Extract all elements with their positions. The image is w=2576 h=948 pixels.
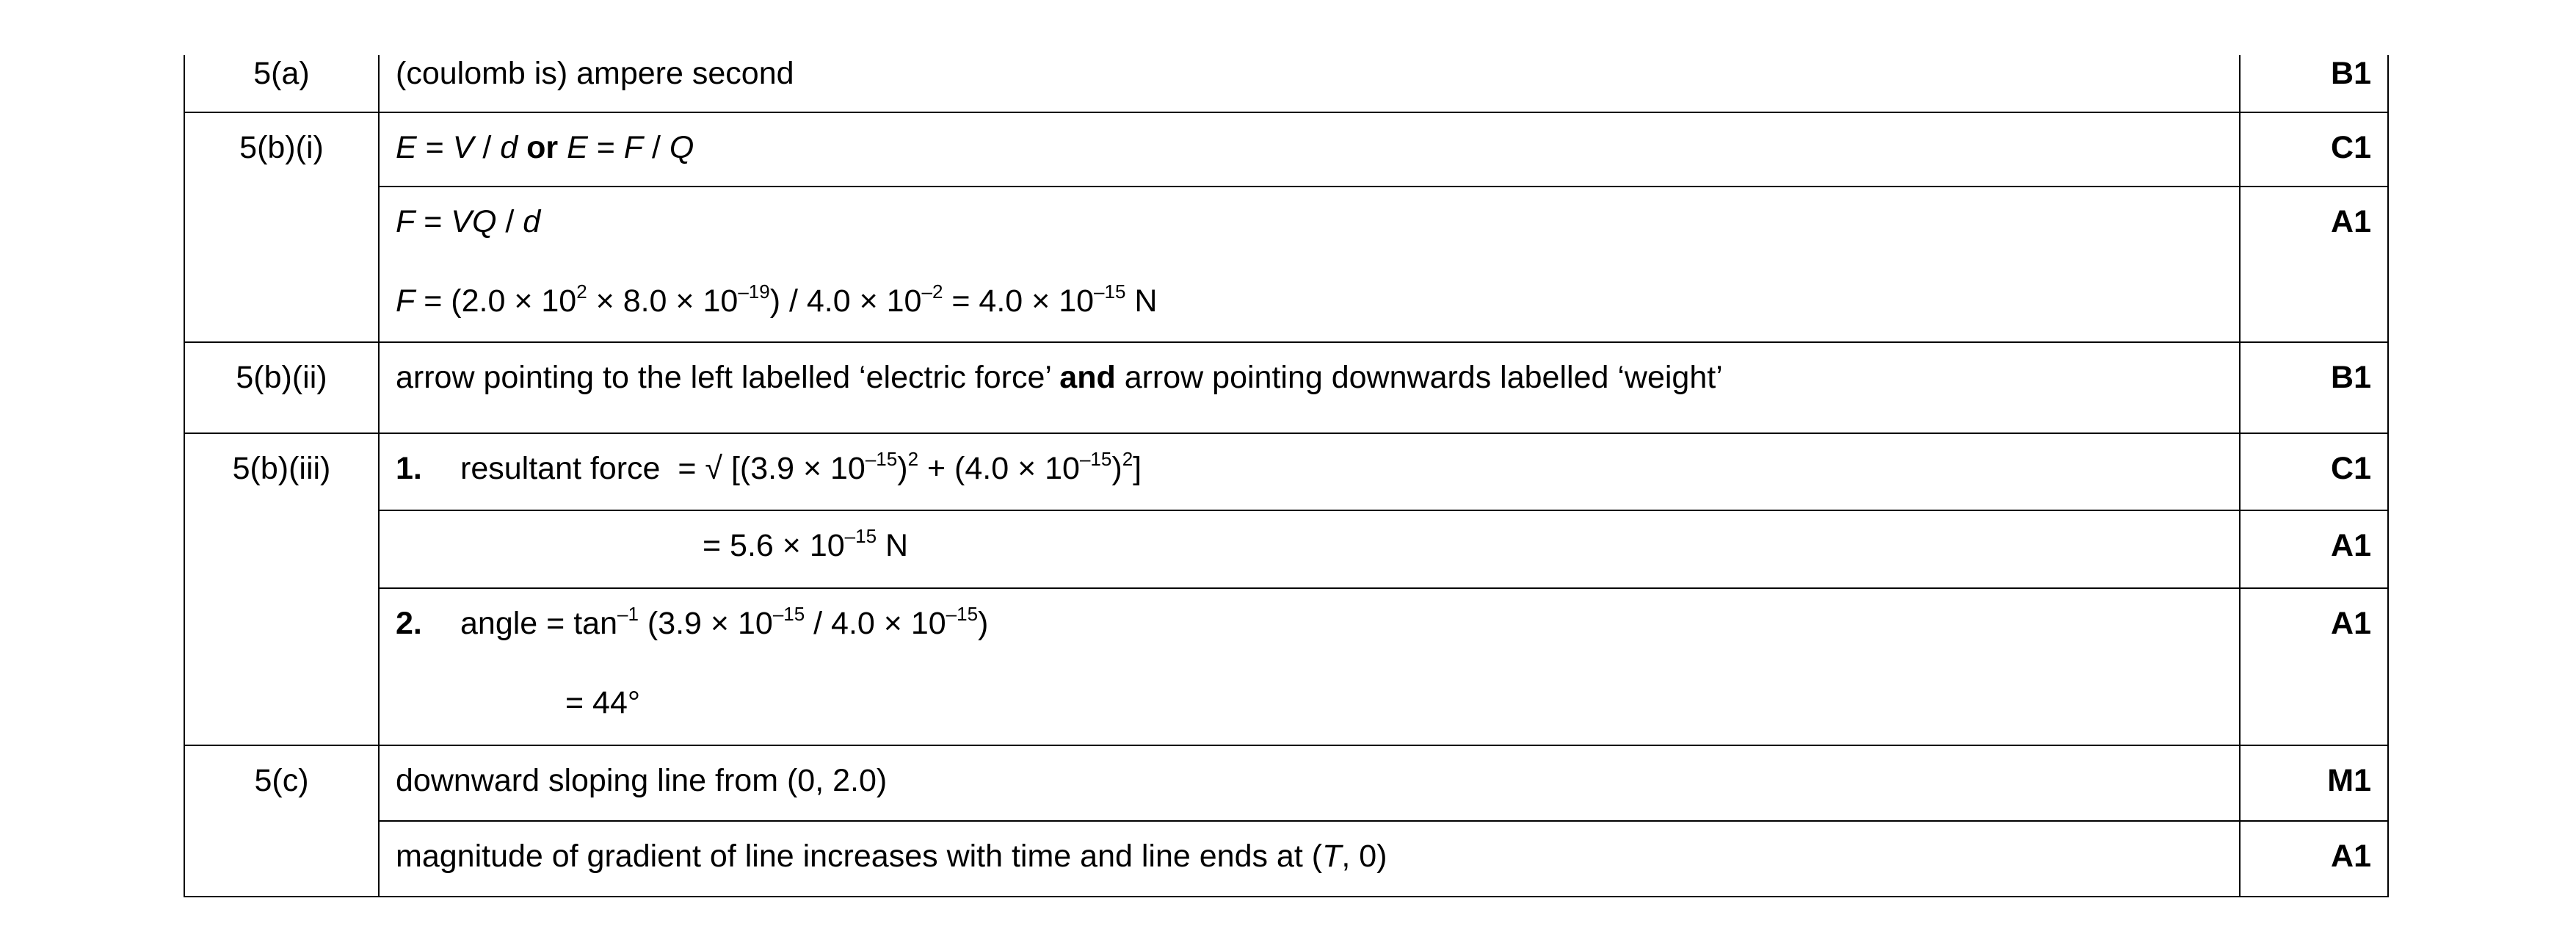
mark-scheme-table: [184, 55, 2389, 897]
answer-text-part: magnitude of gradient of line increases with time and line ends at (: [396, 839, 1323, 874]
answer-text: = 44°: [565, 684, 641, 720]
mark-label: A1: [2331, 839, 2371, 874]
mark-cell: [2240, 55, 2388, 112]
answer-cell: [379, 588, 2240, 745]
table-row: [184, 55, 2388, 112]
mark-label: A1: [2331, 528, 2371, 563]
answer-text: = $5.6 \times 10^{-15}$ N: [703, 525, 909, 563]
mark-label: A1: [2331, 204, 2371, 239]
question-label: 5(c): [254, 763, 309, 798]
answer-text: downward sloping line from (0, 2.0): [396, 763, 888, 798]
question-cell: [184, 745, 379, 897]
mark-cell: [2240, 821, 2388, 897]
answer-cell: [379, 342, 2240, 433]
answer-text: [380, 343, 2239, 397]
mark-label: A1: [2331, 606, 2371, 641]
answer-cell: [379, 187, 2240, 342]
question-label: 5(b)(ii): [236, 360, 327, 395]
answer-text: 2. angle = $\tan^{-1} (3.9 \times 10^{-15} / 4.0 \times 10^{-15})$: [380, 589, 2239, 643]
question-label: 5(a): [253, 56, 310, 91]
question-cell: [184, 55, 379, 112]
mark-cell: [2240, 342, 2388, 433]
table-row: [184, 433, 2388, 510]
answer-cell: [379, 112, 2240, 187]
answer-text: 1. resultant force = √ $[(3.9 \times 10^{-15})^2 + (4.0 \times 10^{-15})^2]$: [380, 434, 2239, 488]
mark-cell: [2240, 433, 2388, 510]
question-cell: [184, 112, 379, 342]
answer-label: resultant force: [460, 451, 661, 486]
table-row: [184, 342, 2388, 433]
answer-cell: [379, 821, 2240, 897]
mark-cell: [2240, 510, 2388, 588]
table-row: [184, 112, 2388, 187]
answer-label: angle: [460, 606, 538, 641]
answer-cell: [379, 745, 2240, 821]
question-label: 5(b)(iii): [232, 451, 331, 486]
mark-label: B1: [2331, 360, 2371, 395]
answer-text-part: arrow pointing to the left labelled ‘electric force’: [396, 360, 1051, 395]
mark-cell: [2240, 112, 2388, 187]
table-row: [184, 510, 2388, 588]
answer-text: F = VQ / d: [396, 204, 541, 239]
answer-text-part: , 0): [1341, 839, 1387, 874]
question-cell: [184, 342, 379, 433]
mark-label: C1: [2331, 451, 2371, 486]
question-label: 5(b)(i): [239, 130, 324, 165]
mark-label: M1: [2327, 763, 2371, 798]
mark-label: B1: [2331, 56, 2371, 91]
table-row: [184, 745, 2388, 821]
table-row: [184, 821, 2388, 897]
answer-text: magnitude of gradient of line increases with time and line ends at (T, 0): [396, 839, 1387, 874]
answer-text: $F = (2.0 \times 10^2 \times 8.0 \times 10^{-19}) / 4.0 \times 10^{-2} = 4.0 \times 10^{-15}$ N: [396, 280, 1158, 319]
answer-text-bold: and: [1059, 360, 1116, 395]
table-row: [184, 187, 2388, 342]
item-number: 2.: [396, 606, 422, 641]
answer-cell: [379, 433, 2240, 510]
mark-label: C1: [2331, 130, 2371, 165]
answer-text: E = V / d or E = F / Q: [396, 130, 694, 165]
mark-cell: [2240, 745, 2388, 821]
answer-cell: [379, 510, 2240, 588]
mark-cell: [2240, 588, 2388, 745]
item-number: 1.: [396, 451, 422, 486]
table-row: [184, 588, 2388, 745]
answer-text-part: arrow pointing downwards labelled ‘weight’: [1124, 360, 1723, 395]
answer-cell: [379, 55, 2240, 112]
question-cell: [184, 433, 379, 745]
answer-text: (coulomb is) ampere second: [396, 56, 794, 91]
mark-cell: [2240, 187, 2388, 342]
